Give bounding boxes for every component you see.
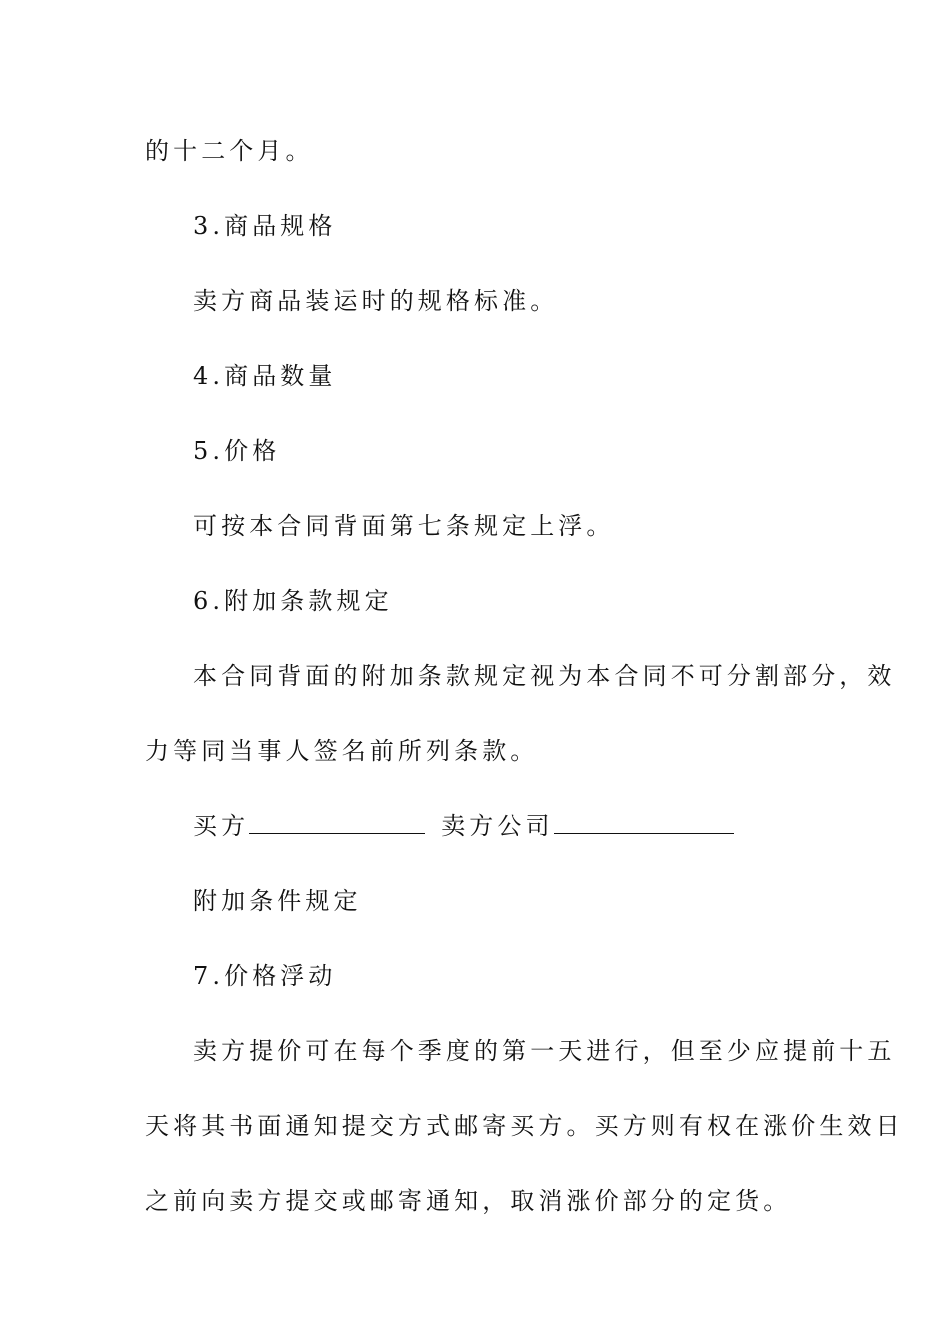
heading-additional-conditions: 附加条件规定 (193, 887, 362, 915)
buyer-label: 买方 (193, 812, 250, 840)
paragraph-continuation: 的十二个月。 (145, 137, 314, 165)
paragraph-price-fluctuation-line3: 之前向卖方提交或邮寄通知，取消涨价部分的定货。 (145, 1187, 792, 1215)
heading-product-quantity: 4.商品数量 (193, 362, 337, 390)
paragraph-specification-text: 卖方商品装运时的规格标准。 (193, 287, 559, 315)
paragraph-additional-clauses-line1: 本合同背面的附加条款规定视为本合同不可分割部分，效 (193, 662, 896, 690)
seller-signature-blank (554, 811, 734, 834)
paragraph-price-fluctuation-line2: 天将其书面通知提交方式邮寄买方。买方则有权在涨价生效日 (145, 1112, 904, 1140)
heading-price: 5.价格 (193, 437, 281, 465)
paragraph-additional-clauses-line2: 力等同当事人签名前所列条款。 (145, 737, 539, 765)
heading-product-specification: 3.商品规格 (193, 212, 337, 240)
signature-row (193, 811, 734, 841)
paragraph-price-text: 可按本合同背面第七条规定上浮。 (193, 512, 615, 540)
buyer-signature-blank (249, 811, 425, 834)
heading-price-fluctuation: 7.价格浮动 (193, 962, 337, 990)
paragraph-price-fluctuation-line1: 卖方提价可在每个季度的第一天进行，但至少应提前十五 (193, 1037, 896, 1065)
seller-company-label: 卖方公司 (441, 812, 554, 840)
heading-additional-clauses: 6.附加条款规定 (193, 587, 393, 615)
